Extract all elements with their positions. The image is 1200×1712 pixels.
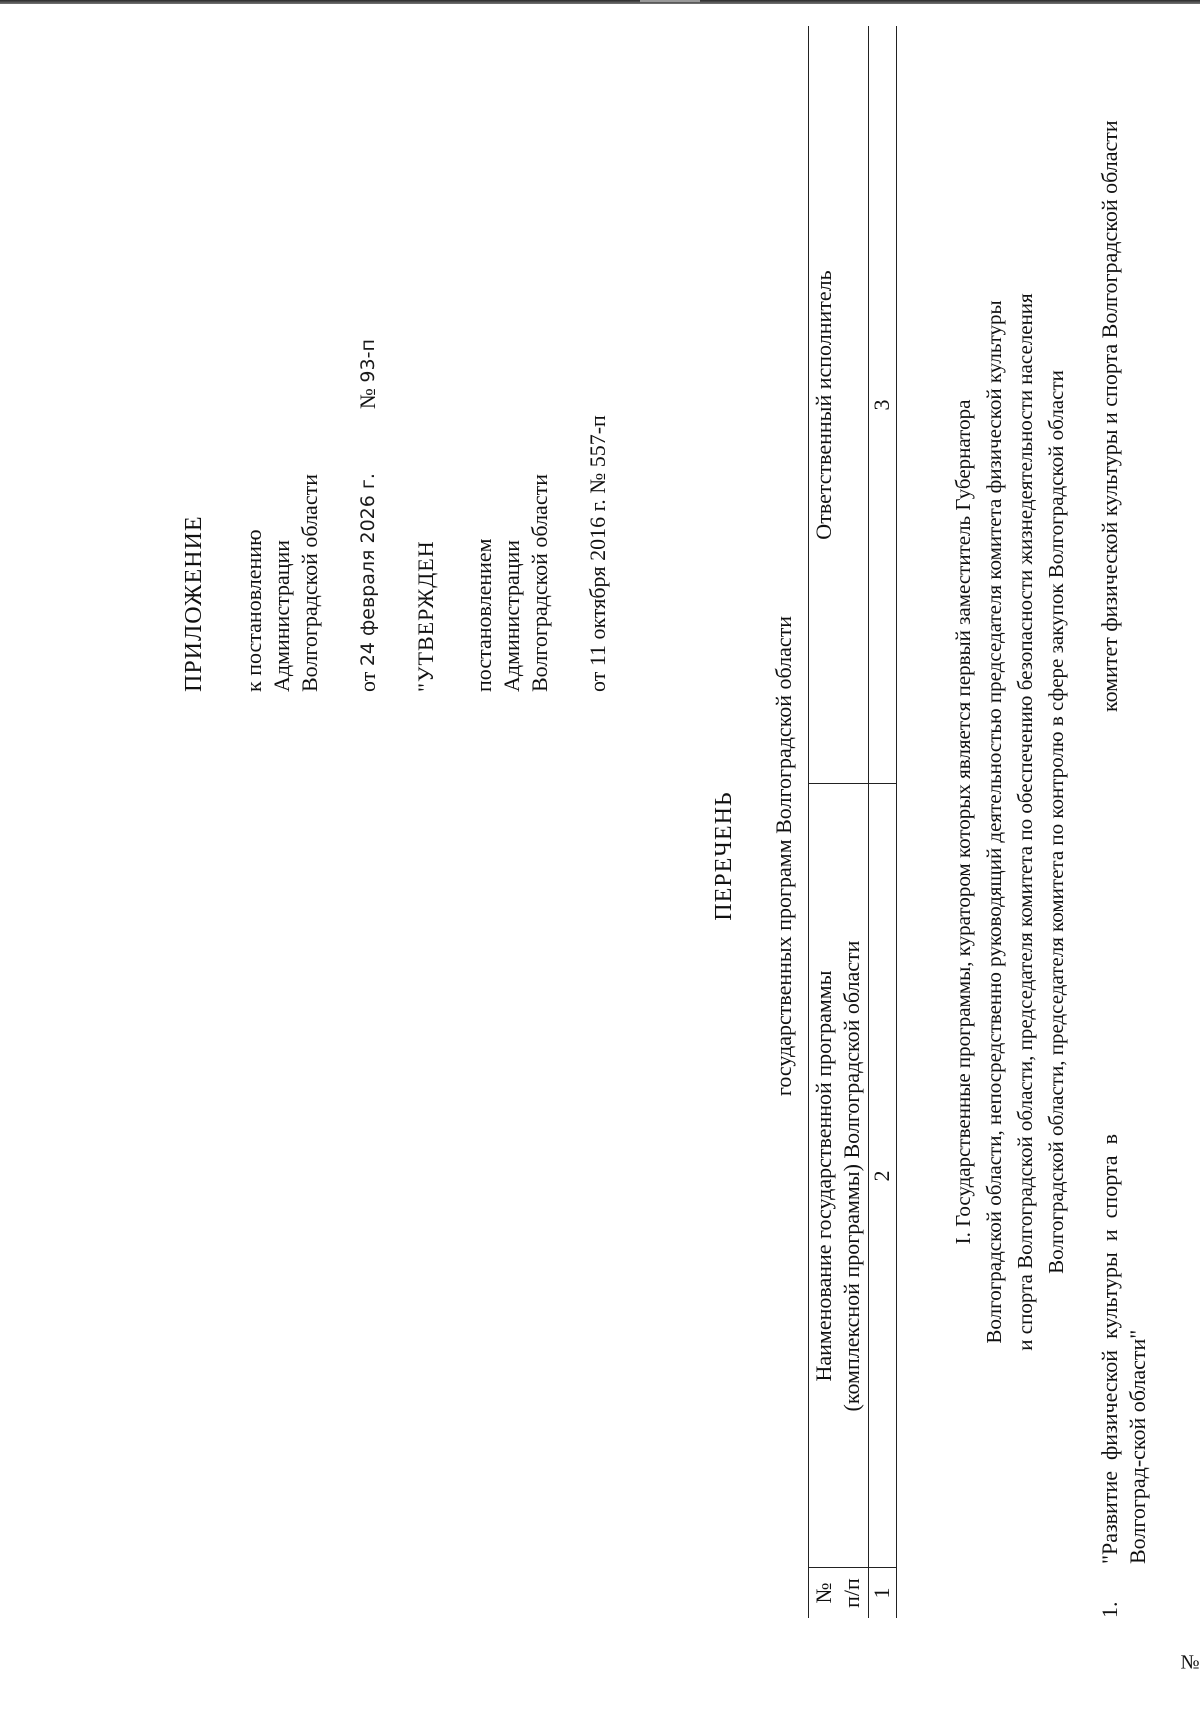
section-line: и спорта Волгоградской области, председателя комитета по обеспечению безопасности жизнедеятельности населения bbox=[1013, 293, 1037, 1351]
handwritten-date: 24 февраля 2026 г. bbox=[357, 473, 379, 667]
col-index: 3 bbox=[869, 399, 894, 411]
col-index: 2 bbox=[869, 1170, 894, 1182]
col-name-header-line: (комплексной программы) Волгоградской области bbox=[839, 940, 864, 1412]
approved-date: от 11 октября 2016 г. № 557-п bbox=[585, 415, 610, 692]
appendix-date-row bbox=[354, 52, 382, 692]
appendix-resolution-line: к постановлению bbox=[241, 529, 266, 692]
col-responsible-header: Ответственный исполнитель bbox=[811, 270, 836, 540]
col-name-header-line: Наименование государственной программы bbox=[811, 970, 836, 1382]
page-foot-mark: № bbox=[1180, 1651, 1200, 1674]
col-number-header-line: № bbox=[811, 1582, 836, 1604]
program-name: "Развитие физической культуры и спорта в Волгоград-ской области" bbox=[1097, 1134, 1150, 1564]
col-number-header bbox=[810, 1568, 866, 1618]
approved-title: "УТВЕРЖДЕН bbox=[413, 540, 438, 692]
approved-line: Волгоградской области bbox=[527, 474, 552, 692]
appendix-resolution-line: Волгоградской области bbox=[297, 474, 322, 692]
appendix-title: ПРИЛОЖЕНИЕ bbox=[181, 515, 207, 692]
approved-line: постановлением bbox=[471, 538, 496, 692]
section-line: Волгоградской области, непосредственно руководящий деятельностью председателя комитета физической культуры bbox=[982, 300, 1006, 1344]
approved-line: Администрации bbox=[499, 539, 524, 692]
row-number: 1. bbox=[1097, 1601, 1122, 1618]
document-title: ПЕРЕЧЕНЬ bbox=[711, 791, 737, 921]
number-prefix: № bbox=[355, 388, 380, 410]
handwritten-number: 93-п bbox=[357, 339, 379, 383]
col-number-header-line: п/п bbox=[839, 1578, 864, 1608]
table-rule bbox=[808, 26, 809, 1618]
appendix-block bbox=[180, 52, 612, 692]
table-rule bbox=[896, 26, 897, 1618]
col-index: 1 bbox=[869, 1587, 894, 1599]
section-heading bbox=[948, 26, 1072, 1618]
document-subtitle: государственных программ Волгоградской области bbox=[771, 615, 796, 1097]
date-prefix: от bbox=[355, 671, 380, 692]
section-line: Волгоградской области, председателя комитета по контролю в сфере закупок Волгоградской области bbox=[1044, 370, 1068, 1274]
section-line: I. Государственные программы, куратором которых является первый заместитель Губернатора bbox=[951, 399, 975, 1245]
program-responsible: комитет физической культуры и спорта Волгоградской области bbox=[1097, 120, 1122, 712]
col-name-header bbox=[810, 784, 866, 1568]
appendix-resolution-line: Администрации bbox=[269, 539, 294, 692]
